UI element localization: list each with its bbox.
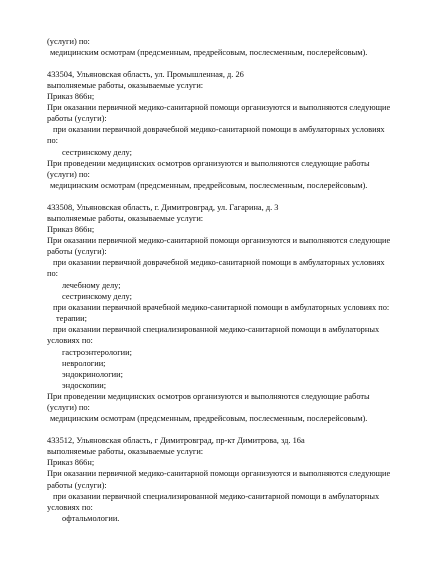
text-line: Приказ 866н; bbox=[47, 225, 95, 234]
text-line: работы (услуги): bbox=[47, 247, 107, 256]
list-item: лечебному делу; bbox=[62, 281, 121, 290]
text-line: выполняемые работы, оказываемые услуги: bbox=[47, 214, 204, 223]
text-line: при оказании первичной доврачебной медико-санитарной помощи в амбулаторных условиях bbox=[53, 258, 385, 267]
text-line: условиях по: bbox=[47, 503, 93, 512]
text-line: медицинским осмотрам (предсменным, предрейсовым, послесменным, послерейсовым). bbox=[50, 48, 368, 57]
text-line: При оказании первичной медико-санитарной помощи организуются и выполняются следующие bbox=[47, 103, 391, 112]
text-line: по: bbox=[47, 136, 58, 145]
text-line: При проведении медицинских осмотров организуются и выполняются следующие работы bbox=[47, 392, 370, 401]
list-item: терапии; bbox=[56, 314, 87, 323]
list-item: сестринскому делу; bbox=[62, 148, 132, 157]
list-item: эндоскопии; bbox=[62, 381, 107, 390]
text-line: при оказании первичной доврачебной медико-санитарной помощи в амбулаторных условиях bbox=[53, 125, 385, 134]
address-heading: 433504, Ульяновская область, ул. Промышленная, д. 26 bbox=[47, 70, 244, 79]
text-line: При оказании первичной медико-санитарной помощи организуются и выполняются следующие bbox=[47, 236, 391, 245]
text-line: условиях по: bbox=[47, 336, 93, 345]
text-line: Приказ 866н; bbox=[47, 458, 95, 467]
text-line: (услуги) по: bbox=[47, 37, 90, 46]
text-line: (услуги) по: bbox=[47, 403, 90, 412]
text-line: при оказании первичной специализированной медико-санитарной помощи в амбулаторных bbox=[53, 492, 380, 501]
text-line: при оказании первичной специализированной медико-санитарной помощи в амбулаторных bbox=[53, 325, 380, 334]
address-heading: 433512, Ульяновская область, г Димитровград, пр-кт Димитрова, зд. 16а bbox=[47, 436, 305, 445]
list-item: сестринскому делу; bbox=[62, 292, 132, 301]
list-item: эндокринологии; bbox=[62, 370, 123, 379]
list-item: неврологии; bbox=[62, 359, 106, 368]
text-line: При оказании первичной медико-санитарной помощи организуются и выполняются следующие bbox=[47, 469, 391, 478]
list-item: офтальмологии. bbox=[62, 514, 120, 523]
text-line: медицинским осмотрам (предсменным, предрейсовым, послесменным, послерейсовым). bbox=[50, 181, 368, 190]
text-line: работы (услуги): bbox=[47, 114, 107, 123]
list-item: гастроэнтерологии; bbox=[62, 348, 132, 357]
text-line: работы (услуги): bbox=[47, 481, 107, 490]
text-line: медицинским осмотрам (предсменным, предрейсовым, послесменным, послерейсовым). bbox=[50, 414, 368, 423]
address-heading: 433508, Ульяновская область, г. Димитровград, ул. Гагарина, д. 3 bbox=[47, 203, 279, 212]
text-line: При проведении медицинских осмотров организуются и выполняются следующие работы bbox=[47, 159, 370, 168]
text-line: выполняемые работы, оказываемые услуги: bbox=[47, 447, 204, 456]
text-line: (услуги) по: bbox=[47, 170, 90, 179]
text-line: выполняемые работы, оказываемые услуги: bbox=[47, 81, 204, 90]
text-line: при оказании первичной врачебной медико-санитарной помощи в амбулаторных условиях по: bbox=[53, 303, 390, 312]
text-line: Приказ 866н; bbox=[47, 92, 95, 101]
text-line: по: bbox=[47, 269, 58, 278]
